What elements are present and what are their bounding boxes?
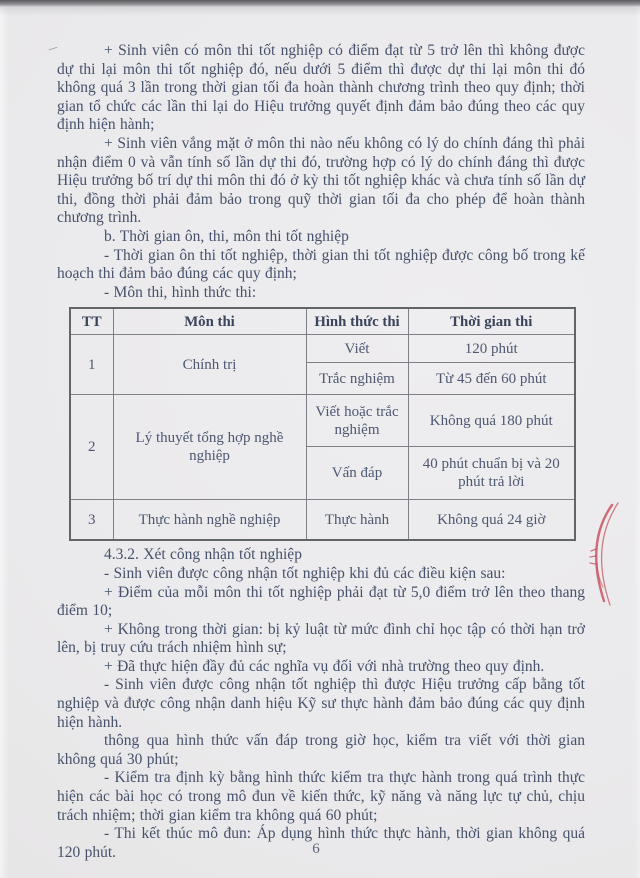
cell-form-2a: Viết hoặc trắc nghiệm xyxy=(306,395,408,447)
stamp-edge-mark xyxy=(581,499,627,611)
cell-form-1b: Trắc nghiệm xyxy=(306,363,408,395)
cell-time-3: Không quá 24 giờ xyxy=(408,500,575,541)
heading-graduation-recognition: 4.3.2. Xét công nhận tốt nghiệp xyxy=(104,546,302,564)
cell-form-1a: Viết xyxy=(306,335,408,363)
cell-subject-1: Chính trị xyxy=(113,335,306,395)
document-content xyxy=(57,42,585,862)
paragraph-condition-score: + Điểm của mỗi môn thi tốt nghiệp phải đạt từ 5,0 điểm trở lên theo thang điểm 10; xyxy=(57,583,585,620)
paragraph-condition-discipline: + Không trong thời gian: bị kỷ luật từ mức đình chỉ học tập có thời hạn trở lên, bị truy cứu trách nhiệm hình sự; xyxy=(57,620,585,657)
exam-subjects-table xyxy=(69,307,576,541)
paragraph-exam-schedule: - Thời gian ôn thi tốt nghiệp, thời gian thi tốt nghiệp được công bố trong kế hoạch thi đảm bảo đúng các quy định; xyxy=(57,246,585,283)
paragraph-absence-policy: + Sinh viên vắng mặt ở môn thi nào nếu không có lý do chính đáng thì phải nhận điểm 0 và vẫn tính số lần dự thi đó, trường hợp có lý do chính đáng thì được Hiệu trưởng bố trí dự thi môn thi đó ở kỳ thi tốt nghiệp khác và chưa tính số lần dự thi, đồng thời phải đảm bảo trong quỹ thời gian tối đa cho phép để hoàn thành chương trình. xyxy=(57,134,585,227)
table-header-row xyxy=(70,308,575,335)
cell-time-2a: Không quá 180 phút xyxy=(408,395,575,447)
page-number: 6 xyxy=(312,841,320,857)
cell-subject-3: Thực hành nghề nghiệp xyxy=(113,500,306,541)
paragraph-retake-policy: + Sinh viên có môn thi tốt nghiệp có điểm đạt từ 5 trở lên thì không được dự thi lại môn thi tốt nghiệp đó, nếu dưới 5 điểm thì được dự thi lại môn thi đó không quá 3 lần trong thời gian tối đa hoàn thành chương trình theo quy định; thời gian tổ chức các lần thi lại do Hiệu trưởng quyết định đảm bảo đúng theo các quy định hiện hành; xyxy=(57,42,585,134)
scanner-edge-shadow xyxy=(0,0,640,7)
cell-form-3: Thực hành xyxy=(306,500,408,541)
table-row xyxy=(70,335,575,363)
cell-time-2b: 40 phút chuẩn bị và 20 phút trả lời xyxy=(408,447,575,500)
heading-exam-time: b. Thời gian ôn, thi, môn thi tốt nghiệp xyxy=(104,227,349,245)
table-row xyxy=(70,395,575,447)
paragraph-degree-award: - Sinh viên được công nhận tốt nghiệp thì được Hiệu trưởng cấp bằng tốt nghiệp và được công nhận danh hiệu Kỹ sư thực hành đảm bảo đúng các quy định hiện hành. xyxy=(57,676,585,731)
cell-form-2b: Vấn đáp xyxy=(306,447,408,500)
table-row xyxy=(70,500,575,541)
paragraph-oral-written-test: thông qua hình thức vấn đáp trong giờ học, kiểm tra viết với thời gian không quá 30 phút; xyxy=(57,732,585,768)
cell-tt-3: 3 xyxy=(70,500,113,541)
table-header-time: Thời gian thi xyxy=(408,308,575,335)
cell-tt-2: 2 xyxy=(70,395,113,500)
paragraph-exam-subjects-intro: - Môn thi, hình thức thi: xyxy=(104,283,257,301)
table-header-form: Hình thức thi xyxy=(306,308,408,335)
cell-subject-2: Lý thuyết tổng hợp nghề nghiệp xyxy=(113,395,306,500)
paragraph-periodic-test: - Kiểm tra định kỳ bằng hình thức kiểm tra thực hành trong quá trình thực hiện các bài học có trong mô đun về kiến thức, kỹ năng và năng lực tự chủ, chịu trách nhiệm; thời gian kiểm tra không quá 60 phút; xyxy=(57,769,585,824)
table-header-tt: TT xyxy=(70,308,113,335)
cell-time-1a: 120 phút xyxy=(408,335,575,363)
paragraph-graduation-conditions-intro: - Sinh viên được công nhận tốt nghiệp khi đủ các điều kiện sau: xyxy=(104,564,506,582)
paragraph-condition-obligations: + Đã thực hiện đầy đủ các nghĩa vụ đối với nhà trường theo quy định. xyxy=(104,657,545,675)
table-header-subject: Môn thi xyxy=(113,308,306,335)
paragraph-module-final-exam: - Thi kết thúc mô đun: Áp dụng hình thức thực hành, thời gian không quá 120 phút. xyxy=(57,825,585,861)
cell-tt-1: 1 xyxy=(70,335,113,395)
cell-time-1b: Từ 45 đến 60 phút xyxy=(408,363,575,395)
